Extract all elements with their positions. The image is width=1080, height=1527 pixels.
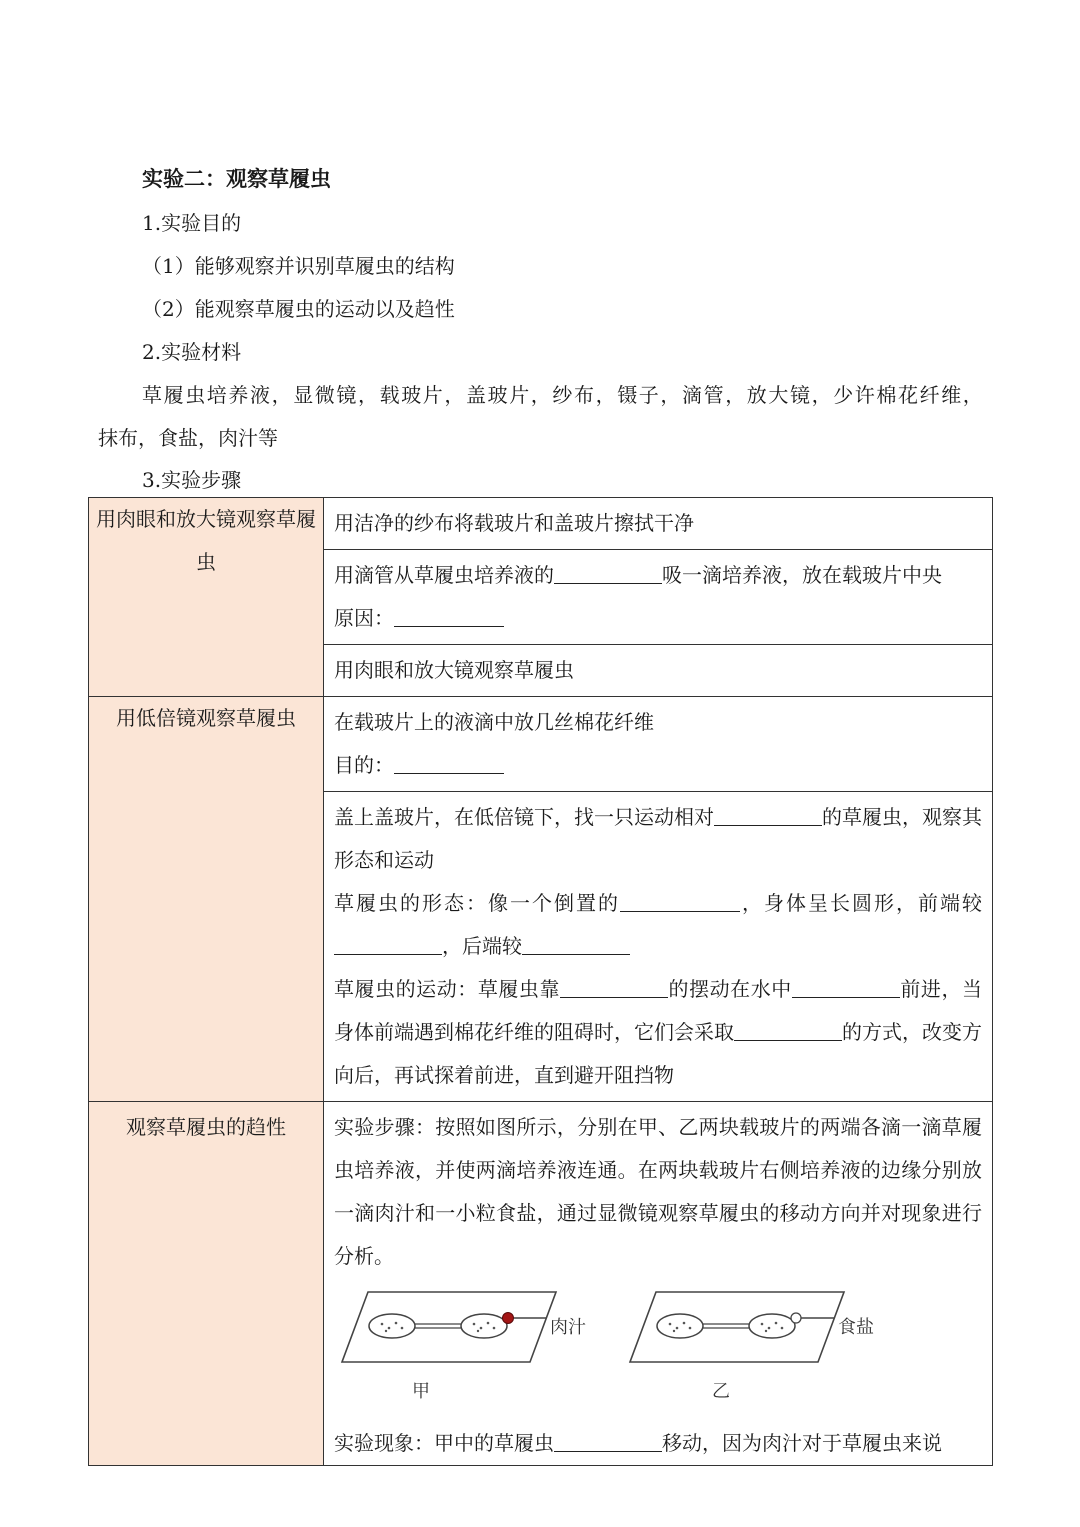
step-clean-slides: 用洁净的纱布将载玻片和盖玻片擦拭干净 <box>324 498 993 550</box>
answer-blank <box>560 973 668 998</box>
slide-jia <box>342 1292 556 1362</box>
answer-blank <box>554 559 662 584</box>
taxis-phenomenon: 实验现象：甲中的草履虫 移动，因为肉汁对于草履虫来说 <box>334 1422 982 1465</box>
answer-blank <box>620 887 740 912</box>
steps-table <box>88 497 993 1466</box>
answer-blank <box>714 801 822 826</box>
answer-blank <box>394 749 504 774</box>
meat-juice-label: 肉汁 <box>550 1317 586 1338</box>
materials-line-1: 草履虫培养液，显微镜，载玻片，盖玻片，纱布，镊子，滴管，放大镜，少许棉花纤维， <box>142 383 985 407</box>
paramecia-dots <box>381 1322 496 1333</box>
materials-line-2: 抹布，食盐，肉汁等 <box>98 426 278 450</box>
paramecia-dots <box>669 1322 784 1333</box>
experiment-heading: 实验二：观察草履虫 <box>142 166 331 191</box>
purpose-item-2: （2）能观察草履虫的运动以及趋性 <box>142 297 455 321</box>
step-observe-naked-eye: 用肉眼和放大镜观察草履虫 <box>324 645 993 697</box>
culture-drop-right <box>461 1314 507 1338</box>
purpose-title: 1.实验目的 <box>142 211 242 235</box>
culture-drop-left <box>657 1314 703 1338</box>
row-label-taxis: 观察草履虫的趋性 <box>89 1102 324 1466</box>
taxis-steps-text: 实验步骤：按照如图所示，分别在甲、乙两块载玻片的两端各滴一滴草履虫培养液，并使两滴培养液连通。在两块载玻片右侧培养液的边缘分别放一滴肉汁和一小粒食盐，通过显微镜观察草履虫的移动方向并对现象进行分析。 <box>334 1115 982 1268</box>
answer-blank <box>522 930 630 955</box>
row-label-naked-eye: 用肉眼和放大镜观察草履虫 <box>89 498 324 697</box>
step-taxis <box>324 1102 993 1466</box>
step-low-power-observe: 盖上盖玻片，在低倍镜下，找一只运动相对 的草履虫，观察其形态和运动 草履虫的形态：像一个倒置的 ，身体呈长圆形，前端较，后端较 草履虫的运动：草履虫靠 的摆动在水中 前进，当身体前端遇到棉花纤维的阻碍时，它们会采取 的方式，改变方向后，再试探着前进，直到避开阻挡物 <box>324 792 993 1102</box>
culture-drop-left <box>369 1314 415 1338</box>
table-row <box>89 697 993 792</box>
step-drop-culture: 用滴管从草履虫培养液的 吸一滴培养液，放在载玻片中央 原因： <box>324 550 993 645</box>
table-row <box>89 1102 993 1466</box>
salt-label: 食盐 <box>838 1317 874 1338</box>
answer-blank <box>394 602 504 627</box>
answer-blank <box>554 1427 662 1452</box>
slide-yi-caption: 乙 <box>712 1381 730 1402</box>
purpose-item-1: （1）能够观察并识别草履虫的结构 <box>142 254 455 278</box>
slide-jia-caption: 甲 <box>412 1381 430 1402</box>
culture-drop-right <box>749 1314 795 1338</box>
answer-blank <box>792 973 900 998</box>
slide-diagram <box>334 1282 934 1422</box>
salt-grain <box>791 1313 801 1323</box>
materials-title: 2.实验材料 <box>142 340 242 364</box>
table-row <box>89 498 993 550</box>
steps-title: 3.实验步骤 <box>142 468 242 492</box>
row-label-low-power: 用低倍镜观察草履虫 <box>89 697 324 1102</box>
answer-blank <box>334 930 442 955</box>
answer-blank <box>734 1016 842 1041</box>
meat-juice-drop <box>503 1313 514 1324</box>
slide-yi <box>630 1292 844 1362</box>
step-cotton-fibers: 在载玻片上的液滴中放几丝棉花纤维 目的： <box>324 697 993 792</box>
